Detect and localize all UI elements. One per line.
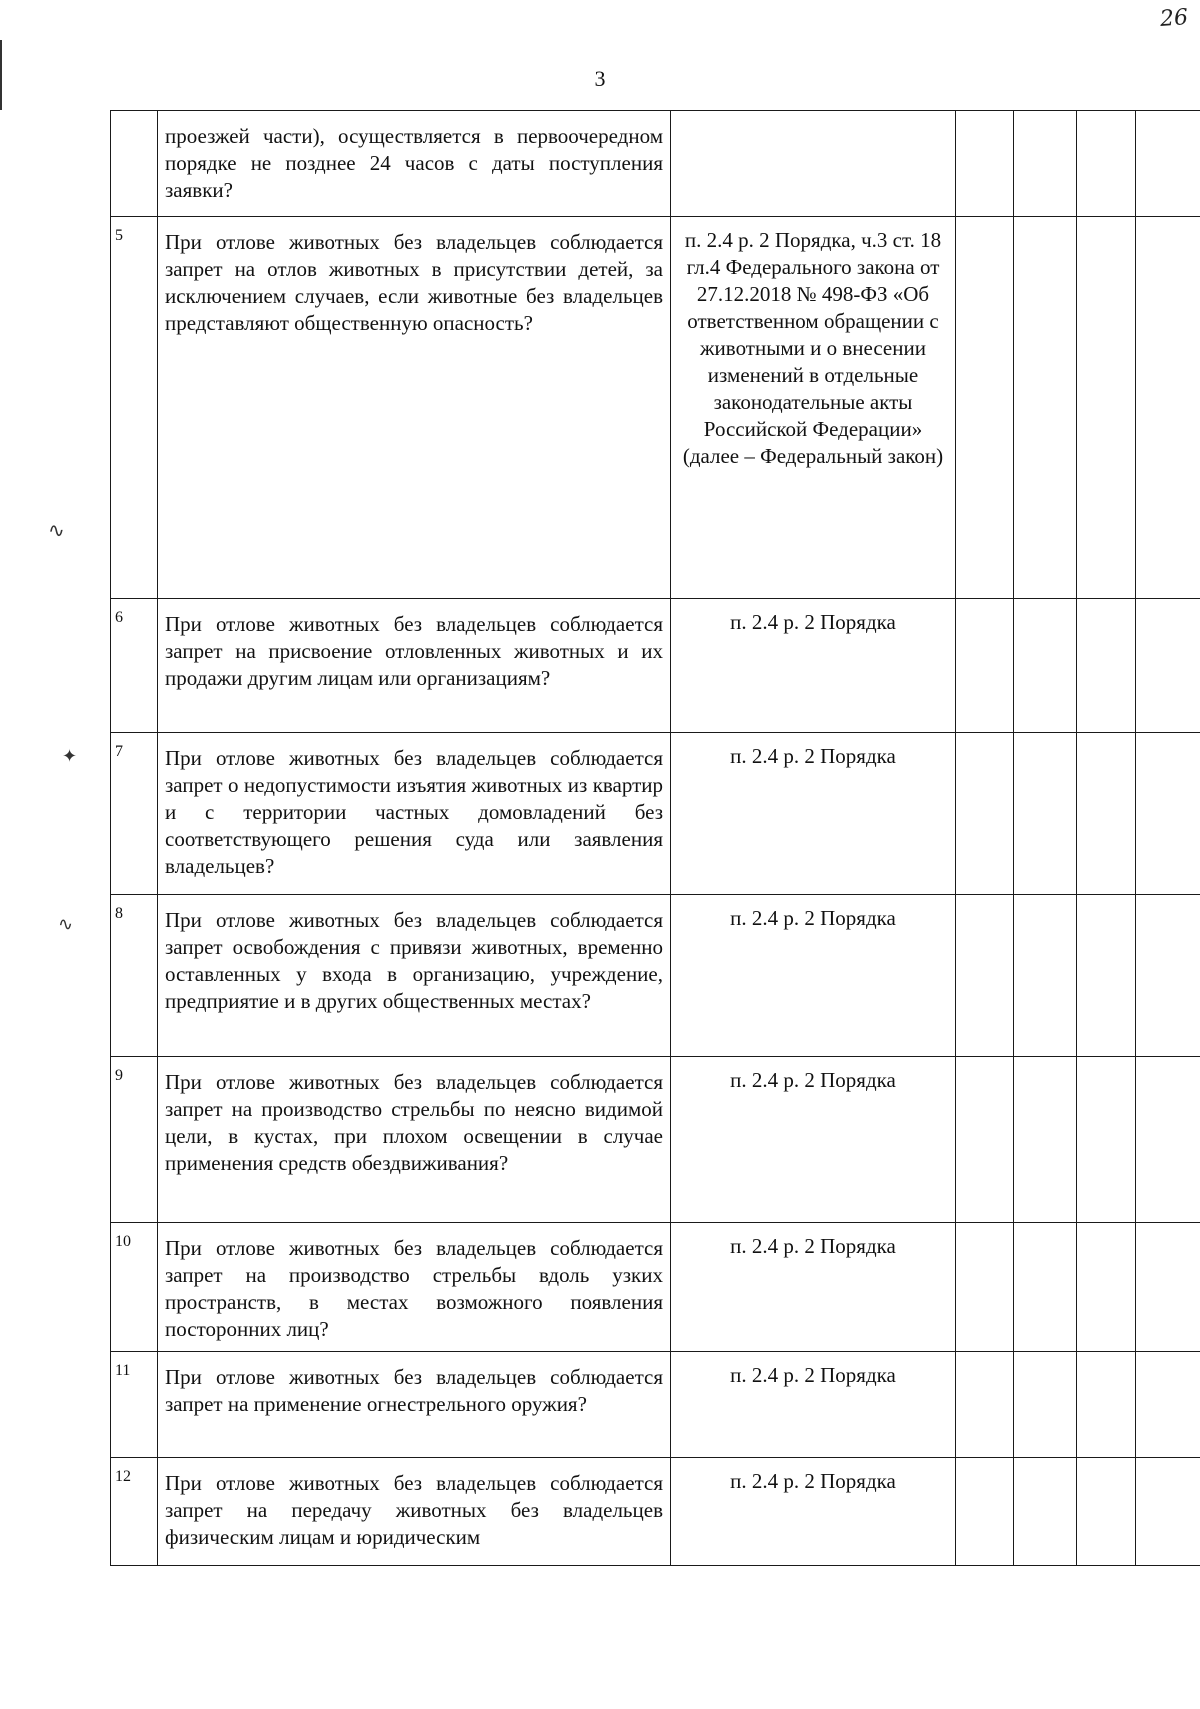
- question-cell: проезжей части), осуществляется в первоочередном порядке не позднее 24 часов с даты поступления заявки?: [158, 111, 671, 217]
- table-row: [111, 1223, 1200, 1352]
- table-row: [111, 1458, 1200, 1566]
- note-cell: [1136, 1352, 1200, 1458]
- answer-no-cell: [1014, 733, 1077, 895]
- answer-na-cell: [1077, 111, 1136, 217]
- answer-yes-cell: [956, 217, 1014, 599]
- table-row: [111, 599, 1200, 733]
- answer-no-cell: [1014, 895, 1077, 1057]
- question-cell: При отлове животных без владельцев соблюдается запрет о недопустимости изъятия животных из квартир и с территории частных домовладений без соответствующего решения суда или заявления владельцев?: [158, 733, 671, 895]
- question-cell: При отлове животных без владельцев соблюдается запрет на отлов животных в присутствии детей, за исключением случаев, если животные без владельцев представляют общественную опасность?: [158, 217, 671, 599]
- reference-cell: п. 2.4 р. 2 Порядка: [671, 1223, 956, 1352]
- note-cell: [1136, 1057, 1200, 1223]
- answer-yes-cell: [956, 1458, 1014, 1566]
- scan-mark-1: ∿: [48, 518, 65, 542]
- note-cell: [1136, 217, 1200, 599]
- answer-na-cell: [1077, 895, 1136, 1057]
- answer-no-cell: [1014, 1352, 1077, 1458]
- answer-no-cell: [1014, 217, 1077, 599]
- reference-cell: п. 2.4 р. 2 Порядка: [671, 1458, 956, 1566]
- answer-yes-cell: [956, 1057, 1014, 1223]
- row-number: 12: [111, 1458, 158, 1566]
- answer-yes-cell: [956, 111, 1014, 217]
- reference-cell: [671, 111, 956, 217]
- row-number: 6: [111, 599, 158, 733]
- answer-yes-cell: [956, 895, 1014, 1057]
- scan-mark-4: [0, 40, 2, 110]
- row-number: 9: [111, 1057, 158, 1223]
- answer-yes-cell: [956, 1352, 1014, 1458]
- answer-na-cell: [1077, 1352, 1136, 1458]
- answer-na-cell: [1077, 599, 1136, 733]
- note-cell: [1136, 733, 1200, 895]
- answer-no-cell: [1014, 111, 1077, 217]
- row-number: [111, 111, 158, 217]
- page-number: 3: [594, 66, 606, 91]
- answer-yes-cell: [956, 599, 1014, 733]
- reference-cell: п. 2.4 р. 2 Порядка: [671, 599, 956, 733]
- answer-na-cell: [1077, 217, 1136, 599]
- question-cell: При отлове животных без владельцев соблюдается запрет на передачу животных без владельцев физическим лицам и юридическим: [158, 1458, 671, 1566]
- answer-no-cell: [1014, 1458, 1077, 1566]
- answer-yes-cell: [956, 1223, 1014, 1352]
- table-row: [111, 1352, 1200, 1458]
- reference-cell: п. 2.4 р. 2 Порядка: [671, 733, 956, 895]
- answer-na-cell: [1077, 1057, 1136, 1223]
- note-cell: [1136, 111, 1200, 217]
- row-number: 11: [111, 1352, 158, 1458]
- table-row: [111, 111, 1200, 217]
- answer-yes-cell: [956, 733, 1014, 895]
- table-row: [111, 1057, 1200, 1223]
- answer-no-cell: [1014, 1057, 1077, 1223]
- note-cell: [1136, 1223, 1200, 1352]
- answer-na-cell: [1077, 1223, 1136, 1352]
- row-number: 5: [111, 217, 158, 599]
- note-cell: [1136, 895, 1200, 1057]
- table-row: [111, 895, 1200, 1057]
- row-number: 8: [111, 895, 158, 1057]
- handwritten-page-number: 26: [1159, 5, 1189, 32]
- table-row: [111, 733, 1200, 895]
- question-cell: При отлове животных без владельцев соблюдается запрет на производство стрельбы вдоль узких пространств, в местах возможного появления посторонних лиц?: [158, 1223, 671, 1352]
- question-cell: При отлове животных без владельцев соблюдается запрет освобождения с привязи животных, временно оставленных у входа в организацию, учреждение, предприятие и в других общественных местах?: [158, 895, 671, 1057]
- answer-no-cell: [1014, 599, 1077, 733]
- reference-cell: п. 2.4 р. 2 Порядка: [671, 1352, 956, 1458]
- question-cell: При отлове животных без владельцев соблюдается запрет на присвоение отловленных животных и их продажи другим лицам или организациям?: [158, 599, 671, 733]
- question-cell: При отлове животных без владельцев соблюдается запрет на производство стрельбы по неясно видимой цели, в кустах, при плохом освещении в случае применения средств обездвиживания?: [158, 1057, 671, 1223]
- scan-mark-3: ∿: [58, 914, 74, 935]
- reference-cell: п. 2.4 р. 2 Порядка: [671, 1057, 956, 1223]
- answer-no-cell: [1014, 1223, 1077, 1352]
- row-number: 7: [111, 733, 158, 895]
- table-row: [111, 217, 1200, 599]
- note-cell: [1136, 1458, 1200, 1566]
- row-number: 10: [111, 1223, 158, 1352]
- note-cell: [1136, 599, 1200, 733]
- reference-cell: п. 2.4 р. 2 Порядка, ч.3 ст. 18 гл.4 Федерального закона от 27.12.2018 № 498-ФЗ «Об ответственном обращении с животными и о внесении изменений в отдельные законодательные акты Российской Федерации» (далее – Федеральный закон): [671, 217, 956, 599]
- answer-na-cell: [1077, 1458, 1136, 1566]
- question-cell: При отлове животных без владельцев соблюдается запрет на применение огнестрельного оружия?: [158, 1352, 671, 1458]
- reference-cell: п. 2.4 р. 2 Порядка: [671, 895, 956, 1057]
- checklist-table: [110, 110, 1200, 1566]
- answer-na-cell: [1077, 733, 1136, 895]
- scan-mark-2: ✦: [62, 746, 78, 767]
